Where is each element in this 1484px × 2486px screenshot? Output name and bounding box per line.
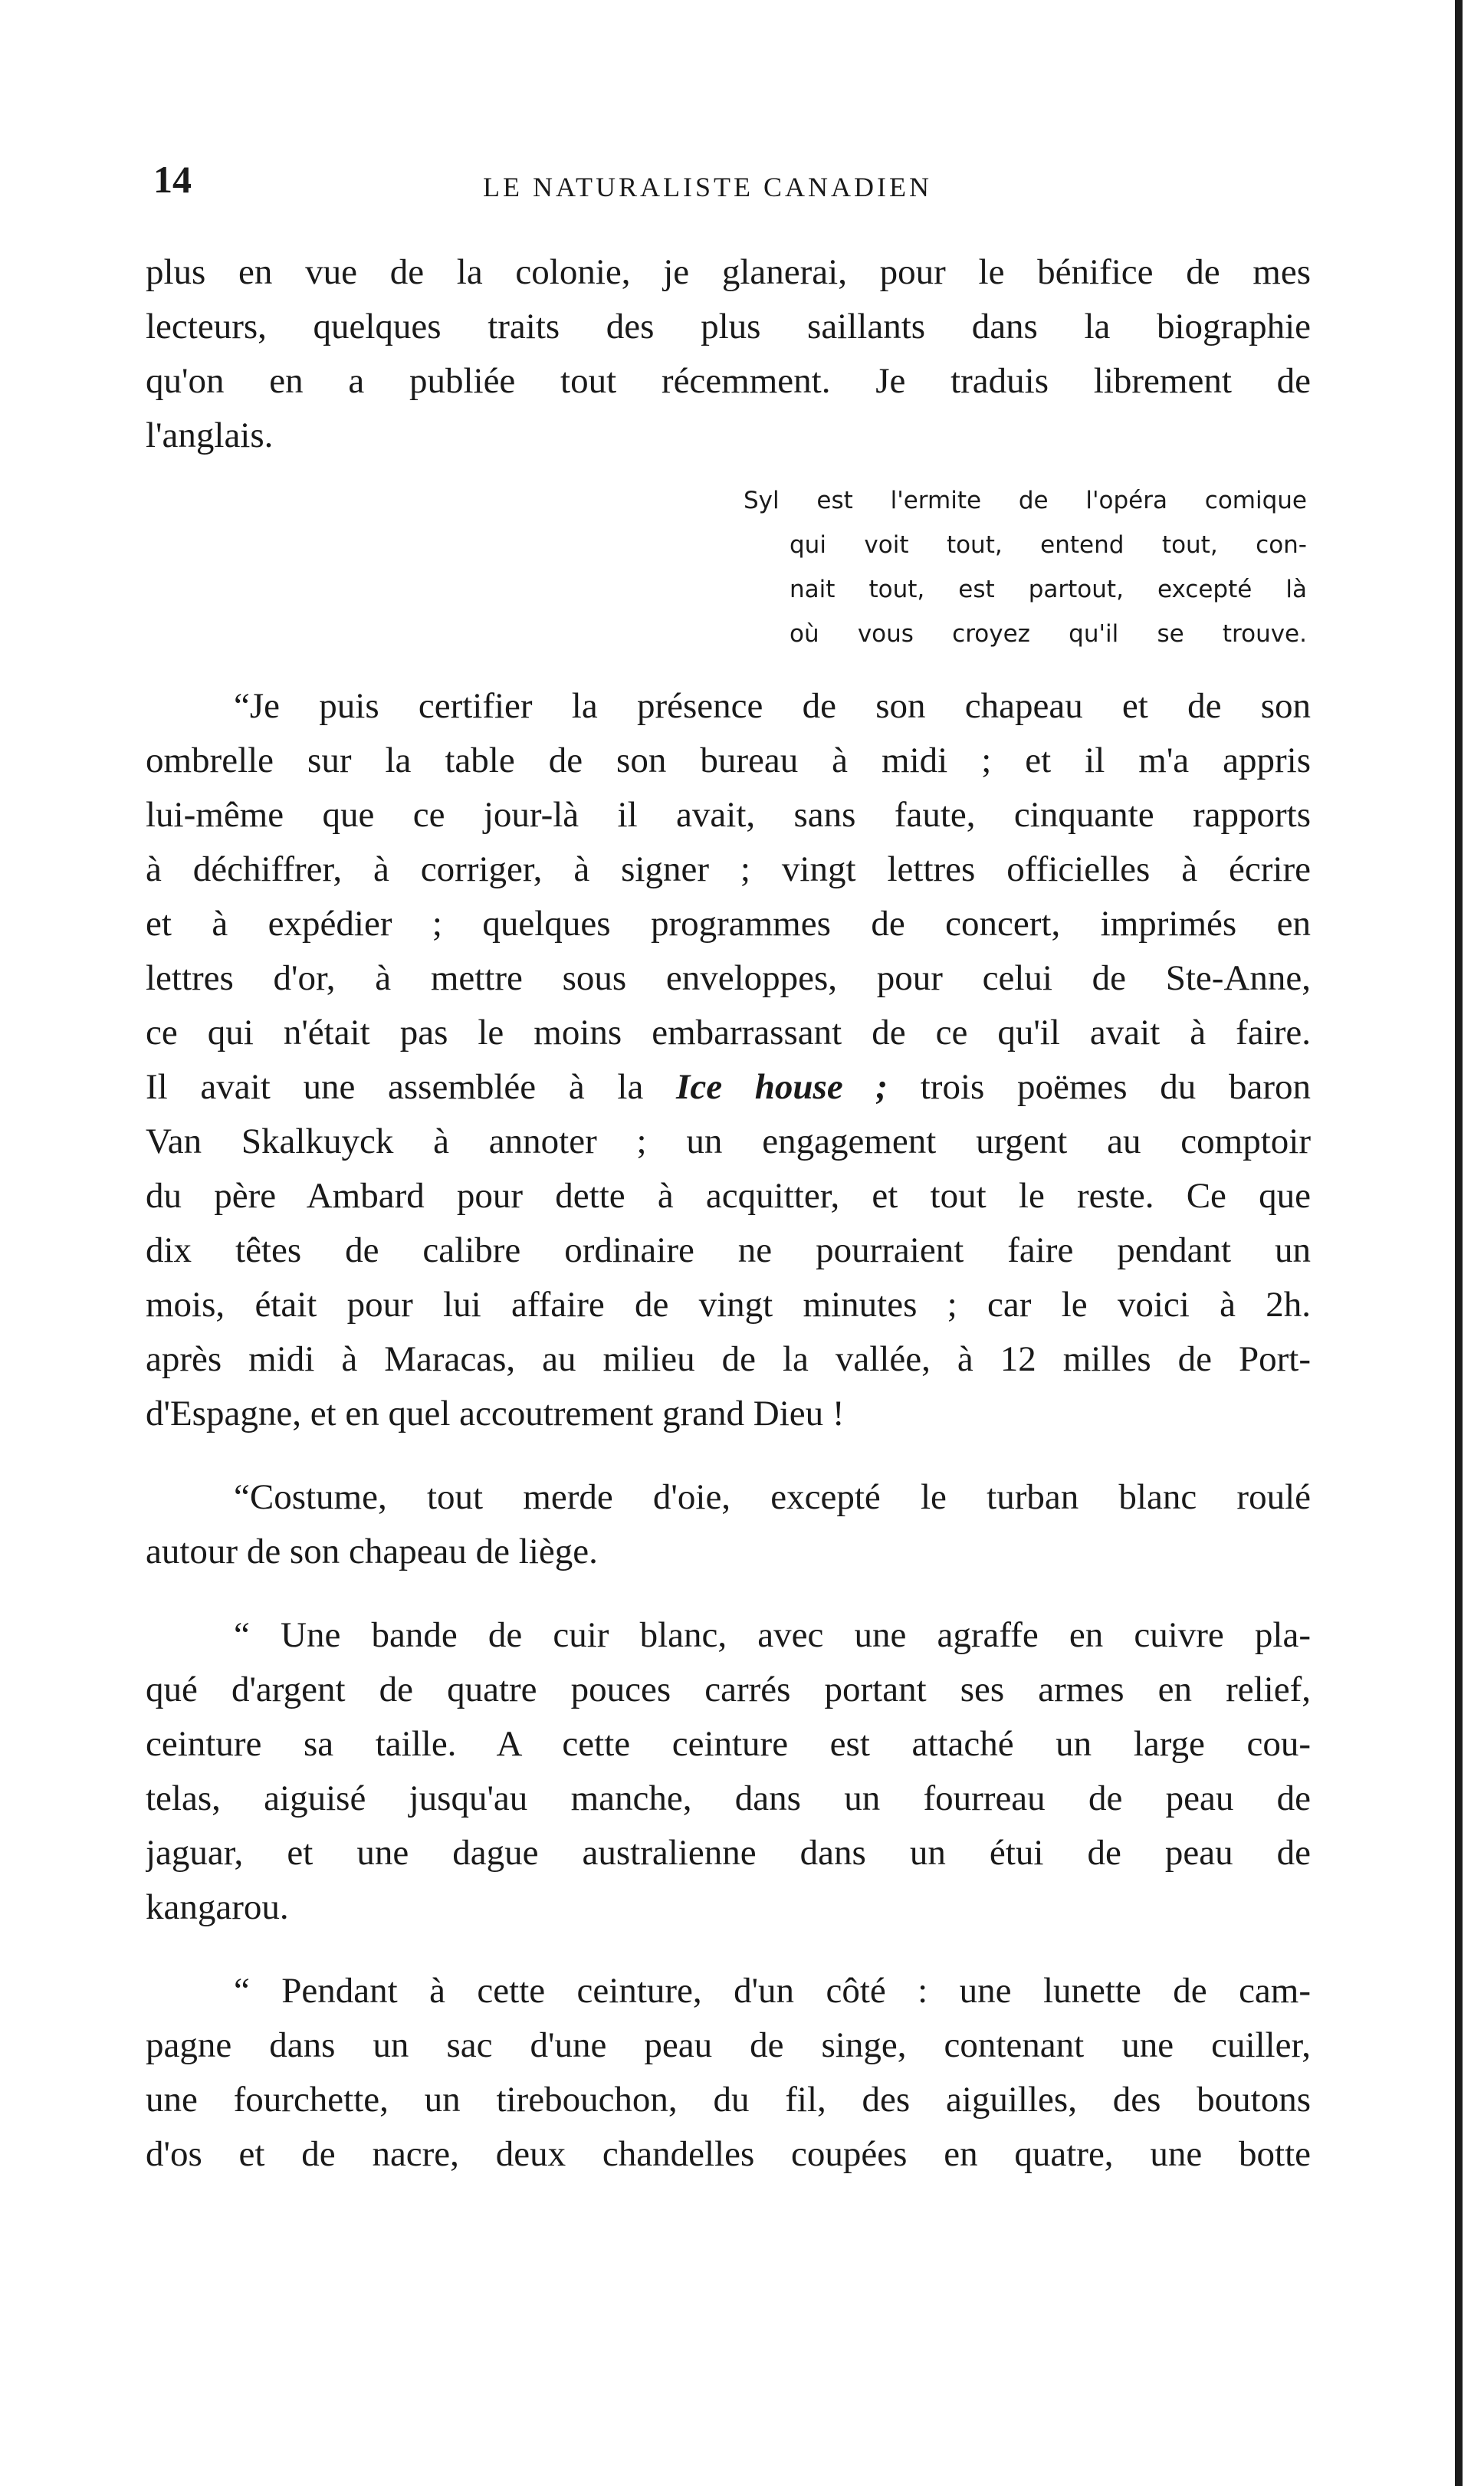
text-line: ombrelle sur la table de son bureau à midi ; et il m'a appris [146,741,1311,780]
body-text [146,245,1311,2182]
paragraph-hat-and-umbrella [146,679,1311,1441]
epigraph-line: Syl est l'ermite de l'opéra comique [744,487,1307,514]
text-line: ceinture sa taille. A cette ceinture est attaché un large cou- [146,1724,1311,1764]
text-line: autour de son chapeau de liège. [146,1532,598,1571]
text-line: “ Une bande de cuir blanc, avec une agraffe en cuivre pla- [234,1615,1311,1655]
text-line: l'anglais. [146,415,274,455]
page-edge-rule [1455,0,1463,2486]
epigraph-line: nait tout, est partout, excepté là [790,576,1307,603]
text-line: dix têtes de calibre ordinaire ne pourraient faire pendant un [146,1230,1311,1270]
paragraph-hanging-items [146,1964,1311,2182]
text-line: et à expédier ; quelques programmes de concert, imprimés en [146,904,1311,944]
paragraph-costume [146,1470,1311,1579]
text-line: “ Pendant à cette ceinture, d'un côté : une lunette de cam- [234,1971,1311,2011]
text-line: d'Espagne, et en quel accoutrement grand Dieu ! [146,1394,845,1433]
text-segment: Il avait une assemblée à la [146,1067,677,1107]
text-line: une fourchette, un tirebouchon, du fil, des aiguilles, des boutons [146,2080,1311,2120]
text-line: plus en vue de la colonie, je glanerai, pour le bénifice de mes [146,252,1311,292]
text-line: lettres d'or, à mettre sous enveloppes, pour celui de Ste-Anne, [146,958,1311,998]
text-line: après midi à Maracas, au milieu de la vallée, à 12 milles de Port- [146,1339,1311,1379]
epigraph-line: qui voit tout, entend tout, con- [790,531,1307,559]
text-line-with-italic [146,1060,1311,1115]
text-line: du père Ambard pour dette à acquitter, et tout le reste. Ce que [146,1176,1311,1216]
text-line: “Costume, tout merde d'oie, excepté le turban blanc roulé [234,1477,1311,1517]
text-line: “Je puis certifier la présence de son chapeau et de son [234,686,1311,726]
text-line: Van Skalkuyck à annoter ; un engagement urgent au comptoir [146,1121,1311,1161]
text-line: à déchiffrer, à corriger, à signer ; vingt lettres officielles à écrire [146,849,1311,889]
text-line: d'os et de nacre, deux chandelles coupées en quatre, une botte [146,2134,1311,2174]
running-head: LE NATURALISTE CANADIEN [483,172,932,202]
text-line: qu'on en a publiée tout récemment. Je traduis librement de [146,361,1311,401]
intro-paragraph [146,245,1311,463]
text-line: ce qui n'était pas le moins embarrassant de ce qu'il avait à faire. [146,1013,1311,1053]
text-line: lecteurs, quelques traits des plus saillants dans la biographie [146,307,1311,346]
paragraph-belt [146,1608,1311,1935]
text-line: kangarou. [146,1887,289,1927]
italic-ice-house: Ice house ; [676,1067,888,1107]
text-line: mois, était pour lui affaire de vingt minutes ; car le voici à 2h. [146,1285,1311,1325]
text-segment: trois poëmes du baron [888,1067,1311,1107]
epigraph-line: où vous croyez qu'il se trouve. [790,620,1307,648]
epigraph [146,478,1307,656]
page-header [153,157,1303,211]
text-line: qué d'argent de quatre pouces carrés portant ses armes en relief, [146,1670,1311,1709]
text-line: pagne dans un sac d'une peau de singe, contenant une cuiller, [146,2025,1311,2065]
text-line: lui-même que ce jour-là il avait, sans faute, cinquante rapports [146,795,1311,835]
text-line: telas, aiguisé jusqu'au manche, dans un fourreau de peau de [146,1778,1311,1818]
page-number: 14 [153,158,192,201]
text-line: jaguar, et une dague australienne dans un étui de peau de [146,1833,1311,1873]
